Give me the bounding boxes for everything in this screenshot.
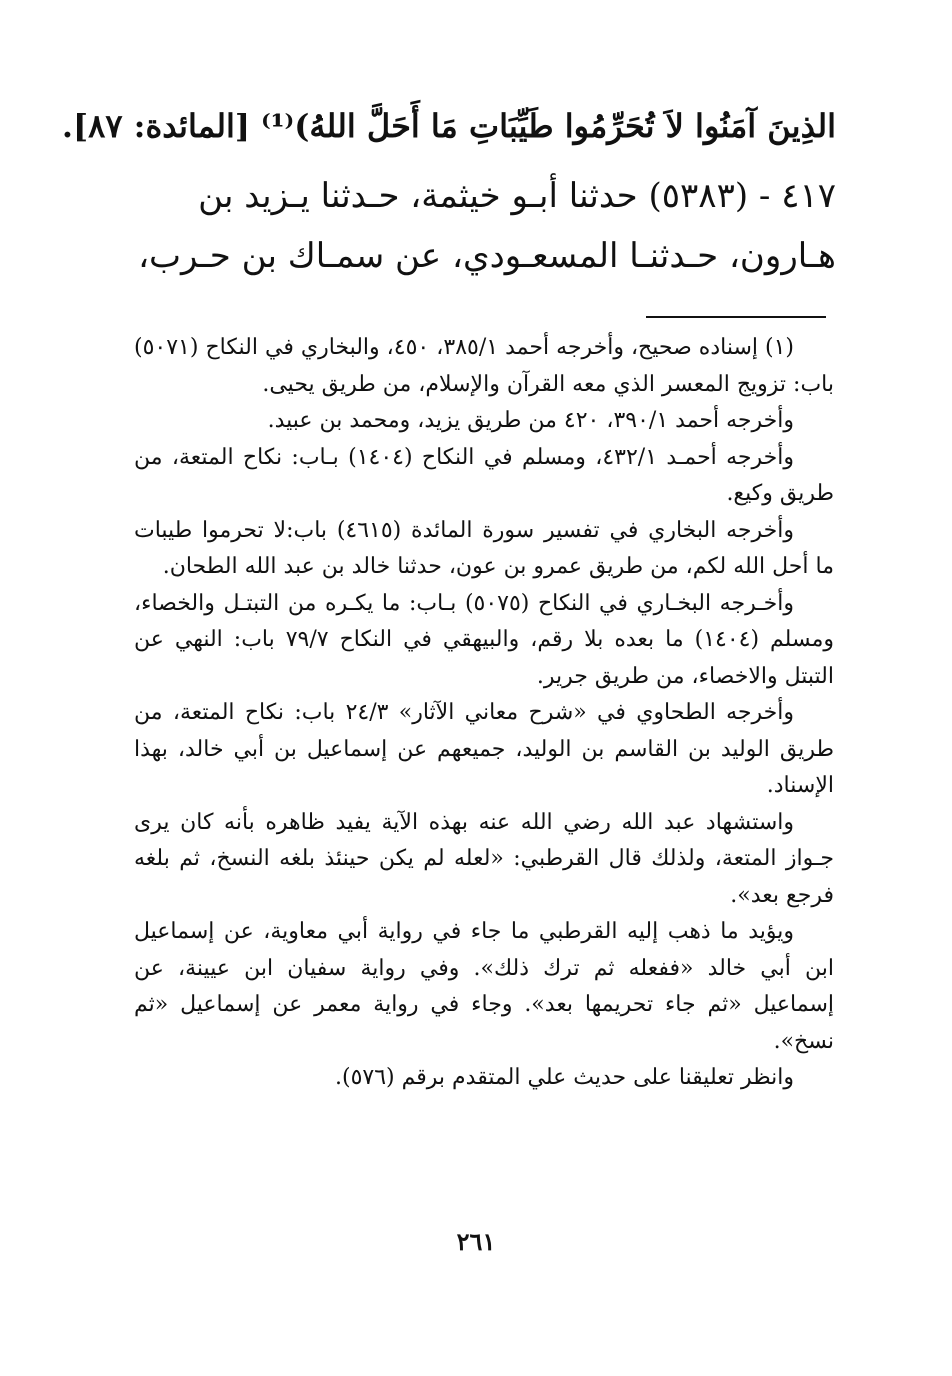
footnote-paragraph: ويؤيد ما ذهب إليه القرطبي ما جاء في رواية أبي معاوية، عن إسماعيل ابن أبي خالد «ففعله ثم ترك ذلك». وفي رواية سفيان ابن عيينة، عن إسماعيل «ثم جاء تحريمها بعد». وجاء في رواية معمر عن إسماعيل «ثم نسخ». [134,919,834,1054]
footnote-paragraph: وأخرجه أحمـد ٤٣٢/١، ومسلم في النكاح (١٤٠٤) بـاب: نكاح المتعة، من طريق وكيع. [134,444,834,506]
footnote-paragraph: وأخرجه أحمد ٣٩٠/١، ٤٢٠ من طريق يزيد، ومحمد بن عبيد. [267,408,794,433]
hadith-text-line-2: هـارون، حـدثنـا المسعـودي، عن سمـاك بن حـرب، [138,236,836,276]
footnote-paragraph: وأخرجه البخاري في تفسير سورة المائدة (٤٦١٥) باب:لا تحرموا طيبات ما أحل الله لكم، من طريق عمرو بن عون، حدثنا خالد بن عبد الله الطحان. [134,517,834,579]
page-number: ٢٦١ [456,1227,496,1256]
footnote-paragraph: وأخـرجه البخـاري في النكاح (٥٠٧٥) بـاب: ما يكـره من التبتـل والخصاء، ومسلم (١٤٠٤) ما بعده بلا رقم، والبيهقي في النكاح ٧٩/٧ باب: النهي عن التبتل والاخصاء، من طريق جرير. [134,590,834,689]
footnote-paragraph: وأخرجه الطحاوي في «شرح معاني الآثار» ٢٤/٣ باب: نكاح المتعة، من طريق الوليد بن القاسم بن الوليد، جميعهم عن إسماعيل بن أبي خالد، بهذا الإسناد. [134,700,834,798]
hadith-text-line-1: ٤١٧ - (٥٣٨٣) حدثنا أبـو خيثمة، حـدثنا يـزيد بن [198,176,836,216]
footnote-separator [646,316,826,318]
footnotes-section [134,330,834,1097]
quran-verse-line: الذِينَ آمَنُوا لاَ تُحَرِّمُوا طَيِّبَاتِ مَا أَحَلَّ اللهُ)⁽¹⁾ [المائدة: ٨٧]. [61,107,836,145]
footnote-paragraph: وانظر تعليقنا على حديث علي المتقدم برقم (٥٧٦). [335,1065,794,1090]
footnote-paragraph: (١) إسناده صحيح، وأخرجه أحمد ٣٨٥/١، ٤٥٠، والبخاري في النكاح (٥٠٧١) باب: تزويج المعسر الذي معه القرآن والإسلام، من طريق يحيى. [134,335,834,397]
footnote-paragraph: واستشهاد عبد الله رضي الله عنه بهذه الآية يفيد ظاهره بأنه كان يرى جـواز المتعة، ولذلك قال القرطبي: «لعله لم يكن حينئذ بلغه النسخ، ثم بلغه فرجع بعد». [134,809,834,908]
